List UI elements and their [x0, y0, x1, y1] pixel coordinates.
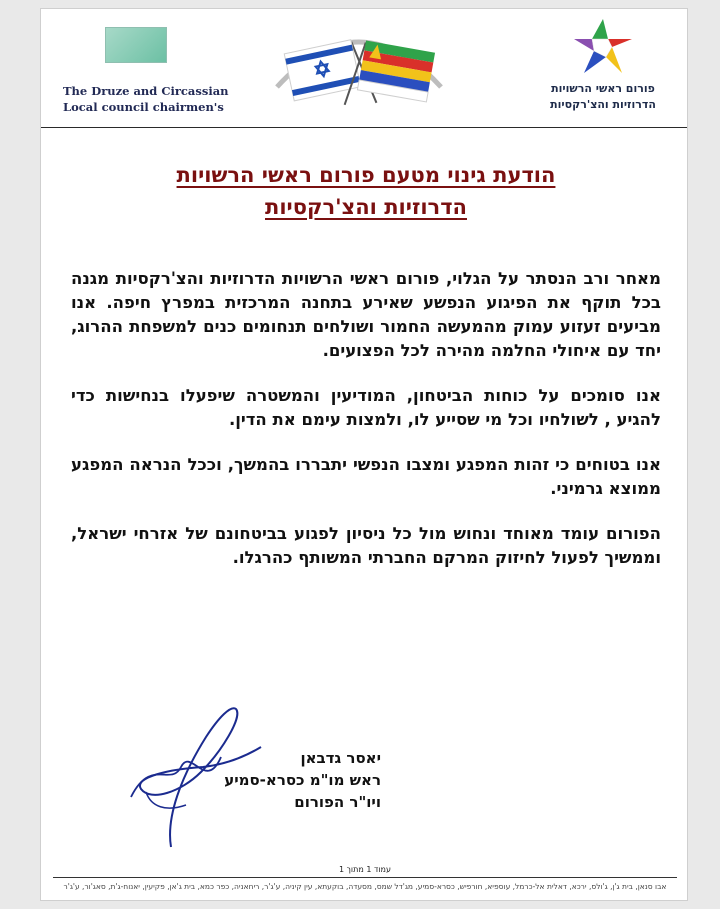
hebrew-name-line2: הדרוזיות והצ'רקסיות: [550, 98, 656, 111]
body-paragraph-3: אנו בטוחים כי זהות המפגע ומצבו הנפשי יתבררו בהמשך, וככל הנראה המפגע ממוצא גרמיני.: [71, 455, 661, 498]
letter-page: [40, 8, 688, 901]
english-name-line2: Local council chairmen's: [63, 100, 224, 114]
hebrew-name-line1: פורום ראשי הרשויות: [551, 82, 655, 95]
letter-body: [71, 267, 661, 591]
crossed-flags-emblem: [269, 17, 449, 117]
title-line1: הודעת גינוי מטעם פורום ראשי הרשויות: [176, 163, 556, 187]
body-paragraph-1: מאחר ורב הנסתר על הגלוי, פורום ראשי הרשויות הדרוזיות והצ'רקסיות מגנה בכל תוקף את הפיגוע הנפשע שאירע בתחנה המרכזית במפרץ חיפה. אנו מביעים זעזוע עמוק מהמעשה החמור ושולחים תנחומים כנים למשפחת ההרוג, יחד עם איחולי החלמה מהירה לכל הפצועים.: [71, 269, 661, 360]
letterhead: [41, 9, 687, 128]
hebrew-forum-name: [533, 17, 673, 113]
english-name-line1: The Druze and Circassian: [63, 84, 229, 98]
english-forum-name: [63, 27, 233, 115]
signer-role-1: ראש מו"מ כסרא-סמיע: [224, 771, 381, 789]
druze-star-logo-icon: [572, 17, 634, 75]
footer-text: אבו סנאן, בית ג'ן, ג'ולס, ירכא, דאלית אל-כרמל, עוספיא, חורפיש, כסרא-סמיע, מג'דל שמס, מסעדה, בוקעתא, עין קיניה, ע'ג'ר, ריחאניה, כפר כמא, בית ג'אן, פקיעין, יאנוח-ג'ת, סאג'ור, ע'ג'ר: [63, 882, 667, 891]
signature-block: [151, 747, 381, 813]
title-line2: הדרוזיות והצ'רקסיות: [265, 195, 467, 219]
body-paragraph-2: אנו סומכים על כוחות הביטחון, המודיעין והמשטרה שיפעלו בנחישות כדי להגיע , לשולחיו וכל מי שסייע לו, ולמצות עימם את הדין.: [71, 386, 661, 429]
signer-role-2: ויו"ר הפורום: [294, 793, 381, 811]
footer-divider: [53, 877, 677, 878]
document-title: [111, 159, 621, 223]
body-paragraph-4: הפורום עומד מאוחד ונחוש מול כל ניסיון לפגוע בביטחונם של אזרחי ישראל, וממשיך לפעול לחיזוק המרקם החברתי המשותף כהרגלו.: [71, 524, 661, 567]
stamp-image: [105, 27, 167, 63]
signer-name: יאסר גדבאן: [300, 749, 381, 767]
page-number: עמוד 1 מתוך 1: [339, 865, 391, 874]
